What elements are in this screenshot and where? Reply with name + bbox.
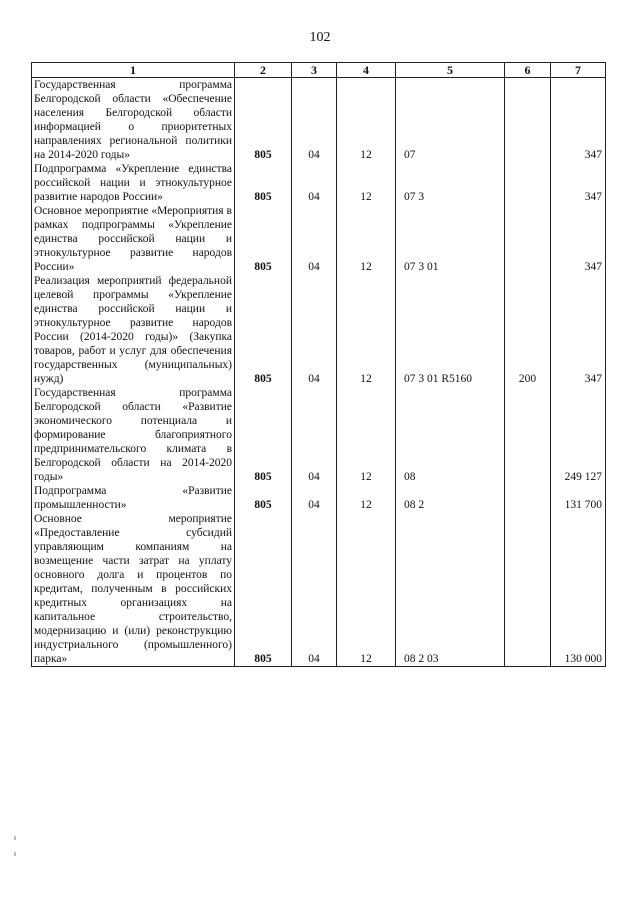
table-row <box>32 386 606 484</box>
row-c3-cell: 04 <box>292 78 337 163</box>
header-row <box>32 63 606 78</box>
row-c3-cell: 04 <box>292 162 337 204</box>
budget-table <box>31 62 606 667</box>
row-name-cell: Основное мероприятие «Предоставление субсидий управляющим компаниям на возмещение части затрат на уплату основного долга и процентов по кредитам, полученным в российских кредитных организациях на капитальное строительство, модернизацию и (или) реконструкцию индустриального (промышленного) парка» <box>32 512 235 667</box>
row-c5-cell: 08 <box>396 386 505 484</box>
row-c5-cell: 07 3 01 R5160 <box>396 274 505 386</box>
row-c6-cell <box>505 78 551 163</box>
row-c7-cell: 131 700 <box>551 484 606 512</box>
row-c2-cell: 805 <box>235 274 292 386</box>
row-c3-cell: 04 <box>292 274 337 386</box>
column-header: 6 <box>505 63 551 78</box>
row-c7-cell: 347 <box>551 162 606 204</box>
row-c4-cell: 12 <box>337 512 396 667</box>
row-c6-cell <box>505 204 551 274</box>
row-name-cell: Государственная программа Белгородской области «Развитие экономического потенциала и формирование благоприятного предпринимательского климата в Белгородской области на 2014-2020 годы» <box>32 386 235 484</box>
row-c2-cell: 805 <box>235 484 292 512</box>
row-c5-cell: 07 3 01 <box>396 204 505 274</box>
row-c2-cell: 805 <box>235 162 292 204</box>
row-c3-cell: 04 <box>292 386 337 484</box>
row-c5-cell: 08 2 03 <box>396 512 505 667</box>
column-header: 3 <box>292 63 337 78</box>
row-c4-cell: 12 <box>337 274 396 386</box>
row-c7-cell: 347 <box>551 204 606 274</box>
column-header: 4 <box>337 63 396 78</box>
row-c4-cell: 12 <box>337 78 396 163</box>
row-c2-cell: 805 <box>235 386 292 484</box>
row-c7-cell: 249 127 <box>551 386 606 484</box>
row-c6-cell <box>505 484 551 512</box>
column-header: 7 <box>551 63 606 78</box>
row-c6-cell <box>505 386 551 484</box>
row-c4-cell: 12 <box>337 204 396 274</box>
row-c4-cell: 12 <box>337 162 396 204</box>
table-row <box>32 162 606 204</box>
row-name-cell: Государственная программа Белгородской области «Обеспечение населения Белгородской области информацией о приоритетных направлениях региональной политики на 2014-2020 годы» <box>32 78 235 163</box>
row-c4-cell: 12 <box>337 386 396 484</box>
row-c2-cell: 805 <box>235 512 292 667</box>
table-row <box>32 274 606 386</box>
row-c7-cell: 347 <box>551 78 606 163</box>
row-c2-cell: 805 <box>235 204 292 274</box>
row-c3-cell: 04 <box>292 204 337 274</box>
column-header: 1 <box>32 63 235 78</box>
row-c6-cell <box>505 512 551 667</box>
row-c6-cell: 200 <box>505 274 551 386</box>
page-number: 102 <box>309 30 331 45</box>
row-c5-cell: 07 <box>396 78 505 163</box>
row-c6-cell <box>505 162 551 204</box>
table-row <box>32 78 606 163</box>
column-header: 5 <box>396 63 505 78</box>
scan-mark <box>14 836 16 840</box>
row-c3-cell: 04 <box>292 484 337 512</box>
row-c7-cell: 130 000 <box>551 512 606 667</box>
table-row <box>32 512 606 667</box>
row-name-cell: Основное мероприятие «Мероприятия в рамках подпрограммы «Укрепление единства российской нации и этнокультурное развитие народов России» <box>32 204 235 274</box>
row-c4-cell: 12 <box>337 484 396 512</box>
column-header: 2 <box>235 63 292 78</box>
row-name-cell: Реализация мероприятий федеральной целевой программы «Укрепление единства российской нации и этнокультурное развитие народов России (2014-2020 годы)» (Закупка товаров, работ и услуг для обеспечения государственных (муниципальных) нужд) <box>32 274 235 386</box>
row-c5-cell: 07 3 <box>396 162 505 204</box>
table-row <box>32 484 606 512</box>
row-c3-cell: 04 <box>292 512 337 667</box>
row-c5-cell: 08 2 <box>396 484 505 512</box>
row-name-cell: Подпрограмма «Развитие промышленности» <box>32 484 235 512</box>
row-c7-cell: 347 <box>551 274 606 386</box>
table-row <box>32 204 606 274</box>
row-c2-cell: 805 <box>235 78 292 163</box>
row-name-cell: Подпрограмма «Укрепление единства российской нации и этнокультурное развитие народов России» <box>32 162 235 204</box>
scan-mark <box>14 852 16 856</box>
